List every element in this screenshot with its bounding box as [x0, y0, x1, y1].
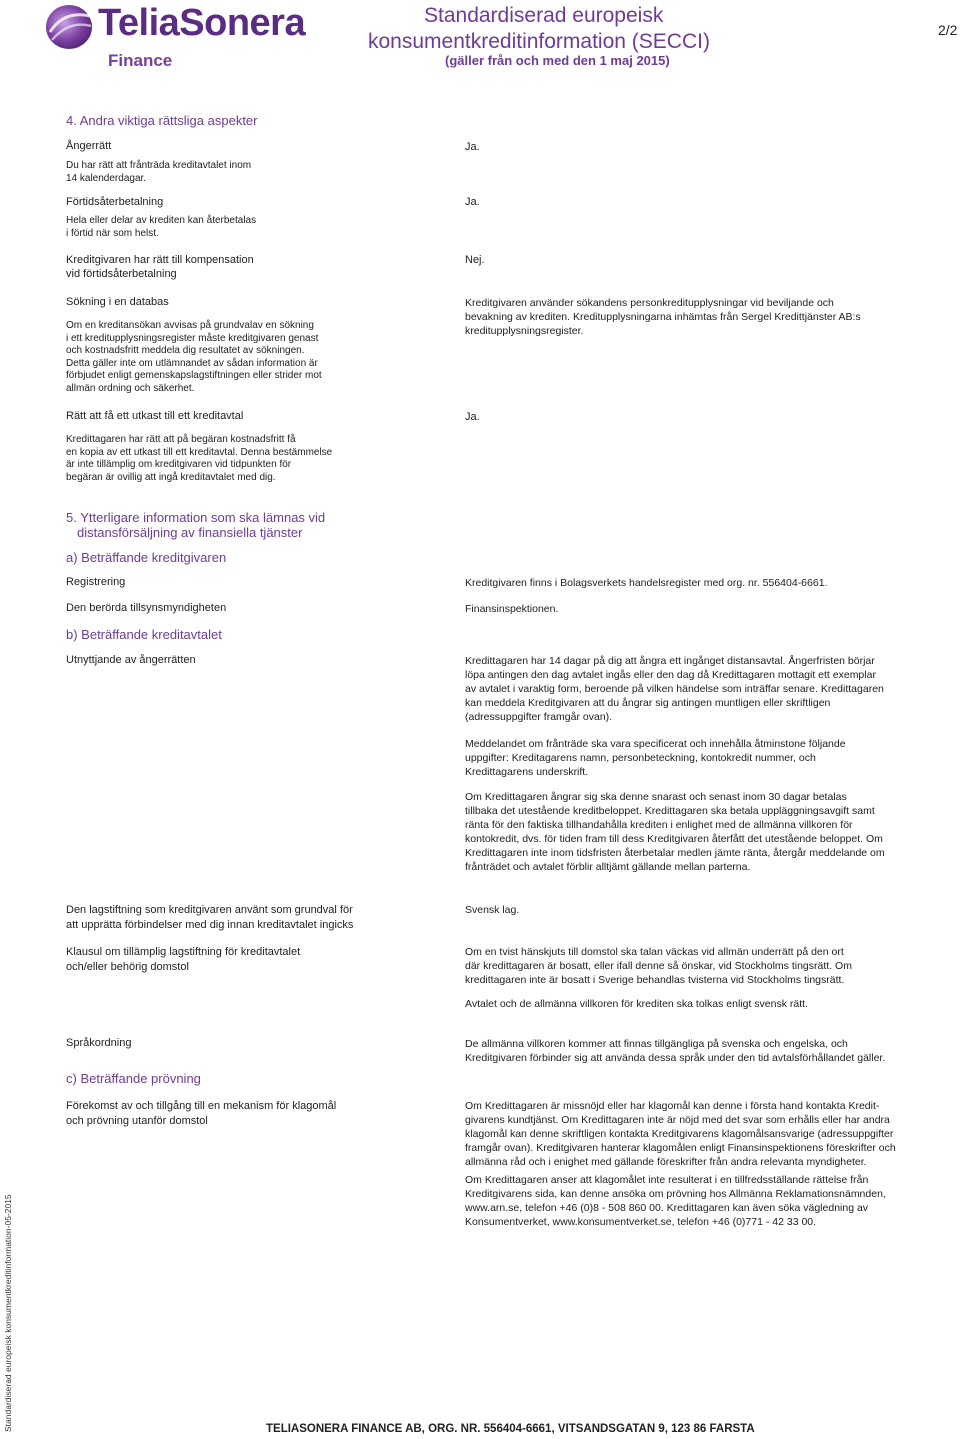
- text-line: Kredittagaren har rätt att på begäran kostnadsfritt få: [66, 434, 296, 445]
- text-line: allmän ordning och säkerhet.: [66, 382, 195, 394]
- fortid-label: Förtidsåterbetalning: [66, 196, 164, 208]
- text-line: där kredittagaren är bosatt, eller ifall denne så önskar, vid Stockholms tingsrätt. Om: [465, 960, 852, 972]
- text-line: tillbaka det utestående kreditbeloppet. Kredittagaren ska betala uppläggningsavgift samt: [465, 805, 875, 817]
- text-line: Ytterligare information som ska lämnas vid: [80, 510, 326, 525]
- footer-text: TELIASONERA FINANCE AB, ORG. NR. 556404-6661, VITSANDSGATAN 9, 123 86 FARSTA: [266, 1423, 755, 1435]
- text-line: Kredittagarens underskrift.: [465, 766, 589, 778]
- text-line: kreditupplysningsregister.: [465, 325, 584, 337]
- text-line: kan meddela Kreditgivaren att du ångrar sig antingen muntligen eller skriftligen: [465, 697, 831, 709]
- text-line: Om en tvist hänskjuts till domstol ska talan väckas vid allmän underrätt på den ort: [465, 946, 844, 958]
- sokning-label: Sökning i en databas: [66, 296, 169, 308]
- section5a-heading: a) Beträffande kreditgivaren: [66, 550, 227, 565]
- document-subtitle: (gäller från och med den 1 maj 2015): [445, 53, 670, 68]
- text-line: bevakning av krediten. Kreditupplysningarna inhämtas från Sergel Kredittjänster AB:s: [465, 311, 861, 323]
- tillsyn-label: Den berörda tillsynsmyndigheten: [66, 602, 227, 614]
- angerratt-text: [66, 160, 251, 185]
- page-number: 2/2: [938, 22, 958, 38]
- text-line: De allmänna villkoren kommer att finnas tillgängliga på svenska och engelska, och: [465, 1038, 848, 1050]
- text-line: Förekomst av och tillgång till en mekanism för klagomål: [66, 1100, 337, 1112]
- klausul-p1: [465, 945, 935, 987]
- text-line: Kreditgivarens sida, kan denne ansöka om prövning hos Allmänna Reklamationsnämnden,: [465, 1188, 886, 1200]
- sprak-answer: [465, 1037, 945, 1065]
- logo-subtitle: Finance: [108, 51, 173, 70]
- text-line: vid förtidsåterbetalning: [66, 268, 177, 280]
- section5c-heading: c) Beträffande prövning: [66, 1071, 201, 1086]
- utkast-answer: Ja.: [465, 411, 480, 423]
- lag-answer: Svensk lag.: [465, 904, 520, 916]
- angerratt-answer: Ja.: [465, 141, 480, 153]
- document-title: [368, 3, 710, 55]
- utkast-label: Rätt att få ett utkast till ett kreditavtal: [66, 410, 244, 422]
- kompensation-label: [66, 254, 254, 281]
- text-line: Om en kreditansökan avvisas på grundvalav en sökning: [66, 320, 314, 331]
- document-title-line1: Standardiserad europeisk: [424, 4, 664, 27]
- text-line: Om Kredittagaren är missnöjd eller har klagomål kan denne i första hand kontakta Kredit-: [465, 1100, 880, 1112]
- text-line: allmänna råd och i enighet med gällande föreskrifter från andra relevanta myndigheter.: [465, 1156, 867, 1168]
- text-line: och prövning utanför domstol: [66, 1115, 208, 1127]
- document-title-line2: konsumentkreditinformation (SECCI): [368, 30, 710, 53]
- text-line: Kreditgivaren har rätt till kompensation: [66, 254, 254, 266]
- section5b-heading: b) Beträffande kreditavtalet: [66, 627, 222, 642]
- text-line: givarens kundtjänst. Om Kredittagaren inte är nöjd med det svar som erhålls eller har andra: [465, 1114, 890, 1126]
- text-line: Kredittagaren har 14 dagar på dig att ångra ett ingånget distansavtal. Ångerfristen börjar: [465, 655, 875, 667]
- text-line: och/eller behörig domstol: [66, 961, 189, 973]
- text-line: löpa antingen den dag avtalet ingås eller den dag då Kredittagaren mottagit ett exemplar: [465, 669, 876, 681]
- provning-label: [66, 1099, 336, 1129]
- text-line: kontokredit, dvs. för tiden fram till dess Kreditgivaren återfått det utestående beloppet. Om: [465, 833, 883, 845]
- klausul-label: [66, 945, 300, 975]
- text-line: Du har rätt att frånträda kreditavtalet inom: [66, 160, 252, 171]
- text-line: Klausul om tillämplig lagstiftning för kreditavtalet: [66, 946, 301, 958]
- text-line: Meddelandet om frånträde ska vara specificerat och innehålla åtminstone följande: [465, 738, 846, 750]
- text-line: i förtid när som helst.: [66, 227, 159, 239]
- text-line: av avtalet i varaktig form, beroende på vilken händelse som inträffar senare. Kredittagaren: [465, 683, 884, 695]
- text-line: klagomål kan denne skriftligen kontakta Kreditgivarens klagomålsansvarige (adressuppgifter: [465, 1128, 894, 1140]
- text-line: framgår ovan). Kreditgivaren hanterar klagomålen enligt Finansinspektionens föreskrifter och: [465, 1142, 896, 1154]
- utkast-text: [66, 434, 332, 484]
- text-line: frånträdet och avtalet förblir alltjämt gällande mellan parterna.: [465, 861, 751, 873]
- text-line: uppgifter: Kreditagarens namn, personbeteckning, kontokredit nummer, och: [465, 752, 816, 764]
- section-number: 5.: [66, 510, 77, 525]
- text-line: www.arn.se, telefon +46 (0)8 - 508 860 00. Kredittagaren kan även söka vägledning av: [465, 1202, 869, 1214]
- text-line: Konsumentverket, www.konsumentverket.se, telefon +46 (0)771 - 42 33 00.: [465, 1216, 817, 1228]
- klausul-p2: Avtalet och de allmänna villkoren för krediten ska tolkas enligt svensk rätt.: [465, 998, 808, 1010]
- text-line: 14 kalenderdagar.: [66, 172, 147, 184]
- text-line: kredittagaren inte är bosatt i Sverige behandlas tvisterna vid Stockholms tingsrätt.: [465, 974, 845, 986]
- anger-p2: [465, 737, 935, 779]
- text-line: ränta för den faktiska tillhandahålla krediten i enlighet med de allmänna villkoren för: [465, 819, 853, 831]
- sprak-label: Språkordning: [66, 1037, 132, 1049]
- text-line: en kopia av ett utkast till ett kreditavtal. Denna bestämmelse: [66, 446, 333, 458]
- section5-heading: [66, 510, 325, 540]
- registrering-answer: Kreditgivaren finns i Bolagsverkets handelsregister med org. nr. 556404-6661.: [465, 577, 828, 589]
- text-line: är inte tillämplig om kreditgivaren vid tidpunkten för: [66, 459, 292, 470]
- text-line: Kreditgivaren använder sökandens personkreditupplysningar vid beviljande och: [465, 297, 834, 309]
- text-line: förbjudet enligt gemenskapslagstiftningen eller strider mot: [66, 370, 322, 381]
- provning-p2: [465, 1173, 945, 1229]
- text-line: Hela eller delar av krediten kan återbetalas: [66, 215, 257, 226]
- tillsyn-answer: Finansinspektionen.: [465, 603, 559, 615]
- text-line: Kreditgivaren förbinder sig att använda dessa språk under den tid avtalsförhållandet gäller.: [465, 1052, 886, 1064]
- text-line: (adressuppgifter framgår ovan).: [465, 711, 613, 723]
- text-line: Detta gäller inte om utlämnandet av sådan information är: [66, 357, 318, 369]
- text-line: Om Kredittagaren anser att klagomålet inte resulterat i en tillfredsställande rättelse från: [465, 1174, 869, 1186]
- text-line: begäran är ovillig att ingå kreditavtalet med dig.: [66, 471, 276, 483]
- anger-p1: [465, 654, 935, 724]
- text-line: Den lagstiftning som kreditgivaren använt som grundval för: [66, 904, 353, 916]
- text-line: och kostnadsfritt meddela dig resultatet av sökningen.: [66, 345, 305, 356]
- provning-p1: [465, 1099, 945, 1169]
- fortid-answer: Ja.: [465, 196, 480, 208]
- section4-heading: 4. Andra viktiga rättsliga aspekter: [66, 113, 258, 128]
- logo-text: TeliaSonera: [98, 2, 306, 44]
- fortid-text: [66, 215, 256, 240]
- kompensation-answer: Nej.: [465, 254, 485, 266]
- anger-p3: [465, 790, 935, 874]
- teliasonera-logo-icon: [44, 2, 94, 52]
- text-line: Om Kredittagaren ångrar sig ska denne snarast och senast inom 30 dagar betalas: [465, 791, 847, 803]
- angerratt-label: Ångerrätt: [66, 140, 112, 152]
- side-caption: Standardiserad europeisk konsumentkreditinformation-05-2015: [3, 1194, 13, 1432]
- text-line: att upprätta förbindelser med dig innan kreditavtalet ingicks: [66, 919, 354, 931]
- sokning-answer: [465, 296, 925, 338]
- lag-label: [66, 903, 353, 933]
- text-line: distansförsäljning av finansiella tjänster: [77, 525, 303, 540]
- sokning-text: [66, 320, 322, 395]
- registrering-label: Registrering: [66, 576, 126, 588]
- text-line: Kredittagaren inte inom tidsfristen återbetalar medlen jämte ränta, återgår meddelande om: [465, 847, 885, 859]
- anger-label: Utnyttjande av ångerrätten: [66, 654, 196, 666]
- text-line: i ett kreditupplysningsregister måste kreditgivaren genast: [66, 332, 319, 344]
